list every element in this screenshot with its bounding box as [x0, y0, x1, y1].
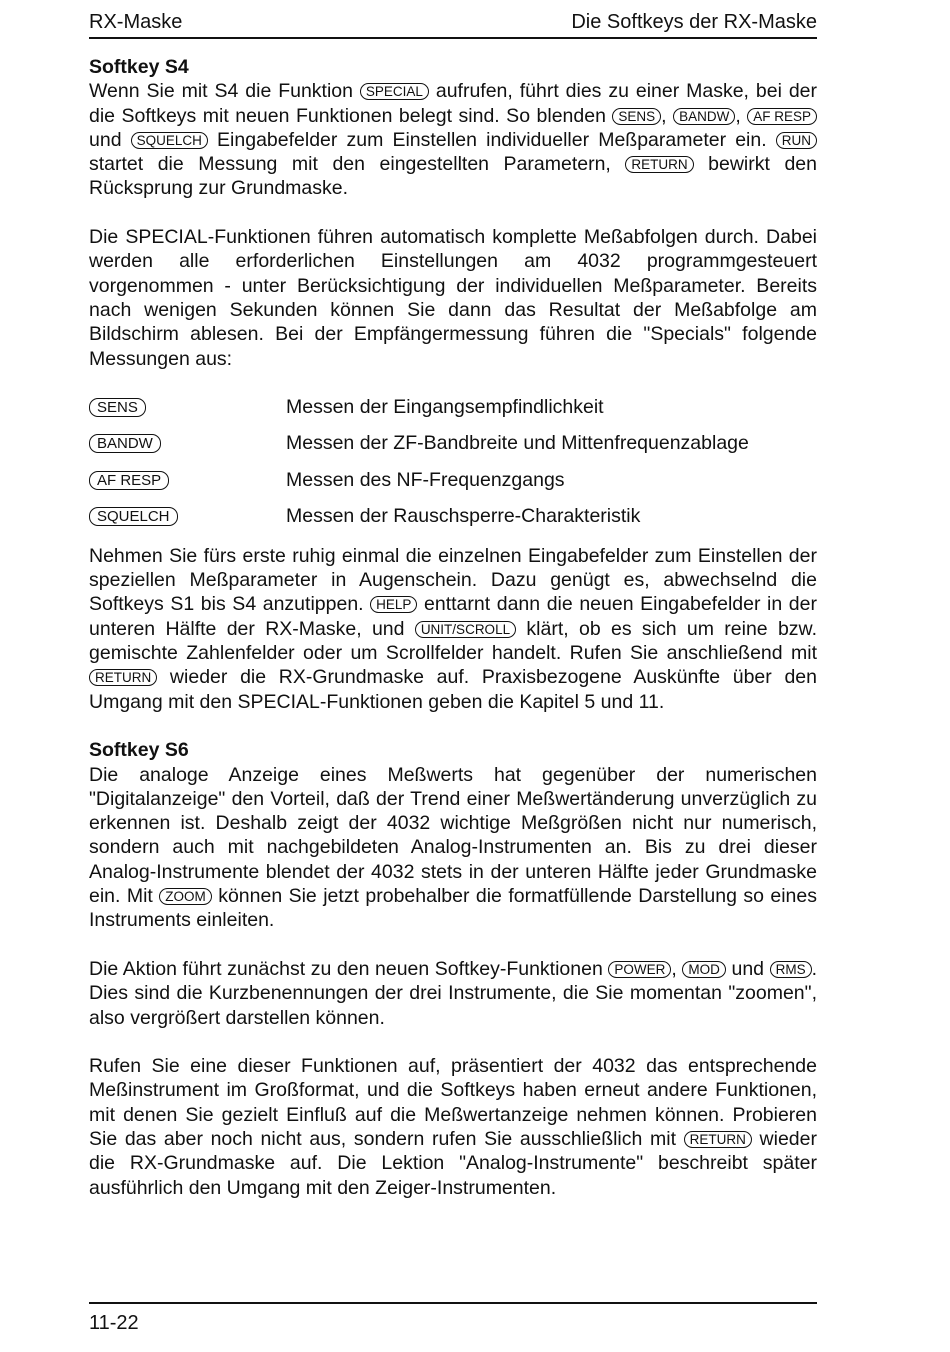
text: wieder die RX-Grundmaske auf. Praxisbezogene Auskünfte über den Umgang mit den SPECIAL-Funktionen geben die Kapitel 5 und 11.	[89, 666, 817, 713]
key-squelch: SQUELCH	[89, 507, 178, 526]
text: klärt, ob es sich um reine bzw. gemischte Zahlenfelder oder um Scrollfelder handelt. Rufen Sie anschließend mit	[89, 617, 817, 665]
list-item-description: Messen des NF-Frequenzgangs	[286, 468, 565, 491]
s4-paragraph-3	[89, 544, 817, 714]
key-af-resp: AF RESP	[89, 471, 169, 490]
key-af-resp: AF RESP	[747, 108, 817, 125]
text: Die Aktion führt zunächst zu den neuen Softkey-Funktionen	[89, 957, 609, 980]
key-help: HELP	[370, 596, 417, 613]
text: ,	[671, 957, 683, 980]
key-return: RETURN	[684, 1131, 752, 1148]
key-power: POWER	[608, 961, 671, 978]
key-bandw: BANDW	[89, 434, 161, 453]
key-squelch: SQUELCH	[131, 132, 208, 149]
key-bandw: BANDW	[673, 108, 735, 125]
heading-softkey-s6: Softkey S6	[89, 739, 189, 762]
text: . Dies sind die Kurzbenennungen der drei Instrumente, die Sie momentan "zoomen", also vergrößert darstellen können.	[89, 957, 818, 1029]
text: Eingabefelder zum Einstellen individueller Meßparameter ein.	[207, 128, 776, 151]
page-content	[89, 55, 817, 1200]
text: Rufen Sie eine dieser Funktionen auf, präsentiert der 4032 das entsprechende Meßinstrument im Großformat, und die Softkeys haben erneut andere Funktionen, mit denen Sie gezielt Einfluß auf die Meßwertanzeige nehmen können. Probieren Sie das aber noch nicht aus, sondern rufen Sie ausschließlich mit	[89, 1055, 817, 1150]
key-return: RETURN	[89, 669, 157, 686]
text: Die analoge Anzeige eines Meßwerts hat gegenüber der numerischen "Digitalanzeige" den Vorteil, daß der Trend einer Meßwertänderung unverzüglich zu erkennen ist. Deshalb zeigt der 4032 wichtige Meßgrößen nicht nur numerisch, sondern auch mit nachgebildeten Analog-Instrumenten an. Bis zu drei dieser Analog-Instrumente blendet der 4032 stets in der unteren Hälfte jeder Grundmaske ein. Mit	[89, 763, 817, 908]
header-section: Die Softkeys der RX-Maske	[571, 11, 817, 33]
text: ,	[661, 104, 674, 127]
list-item	[89, 504, 817, 541]
key-return: RETURN	[625, 156, 693, 173]
s6-paragraph-1	[89, 763, 817, 933]
text: enttarnt dann die neuen Eingabefelder in der unteren Hälfte der RX-Maske, und	[89, 593, 817, 640]
key-run: RUN	[776, 132, 817, 149]
page-number: 11-22	[89, 1312, 139, 1334]
list-item	[89, 468, 817, 505]
key-unit-scroll: UNIT/SCROLL	[415, 621, 516, 638]
list-item-description: Messen der Eingangsempfindlichkeit	[286, 395, 604, 418]
key-sens: SENS	[612, 108, 661, 125]
key-mod: MOD	[682, 961, 726, 978]
text: Wenn Sie mit S4 die Funktion	[89, 80, 360, 103]
text: Nehmen Sie fürs erste ruhig einmal die einzelnen Eingabefelder zum Einstellen der speziellen Meßparameter in Augenschein. Dazu genügt es, abwechselnd die Softkeys S1 bis S4 anzutippen.	[89, 544, 817, 616]
text: aufrufen, führt dies zu einer Maske, bei der die Softkeys mit neuen Funktionen belegt sind. So blenden	[89, 80, 818, 127]
s4-paragraph-1	[89, 79, 817, 200]
text: und	[89, 128, 131, 151]
list-item	[89, 431, 817, 468]
text: bewirkt den Rücksprung zur Grundmaske.	[89, 153, 817, 200]
list-item	[89, 395, 817, 432]
text: wieder die RX-Grundmaske auf. Die Lektion "Analog-Instrumente" beschreibt später ausführlich den Umgang mit den Zeiger-Instrumenten.	[89, 1127, 817, 1199]
header-chapter: RX-Maske	[89, 11, 183, 33]
text: startet die Messung mit den eingestellten Parametern,	[89, 153, 626, 176]
page-footer	[89, 1302, 817, 1336]
list-item-description: Messen der ZF-Bandbreite und Mittenfrequenzablage	[286, 432, 749, 455]
s4-paragraph-2: Die SPECIAL-Funktionen führen automatisch komplette Meßabfolgen durch. Dabei werden alle erforderlichen Einstellungen am 4032 programmgesteuert vorgenommen - unter Berücksichtigung der individuellen Meßparameter. Bereits nach wenigen Sekunden können Sie dann das Resultat der Meßabfolge am Bildschirm ablesen. Bei der Empfängermessung führen die "Specials" folgende Messungen aus:	[89, 226, 817, 370]
page-header	[89, 9, 817, 39]
key-zoom: ZOOM	[159, 888, 212, 905]
text: ,	[735, 104, 748, 127]
heading-softkey-s4: Softkey S4	[89, 56, 189, 78]
text: und	[725, 957, 770, 980]
specials-list	[89, 395, 817, 541]
key-rms: RMS	[770, 961, 812, 978]
key-special: SPECIAL	[360, 83, 429, 100]
key-sens: SENS	[89, 398, 146, 417]
list-item-description: Messen der Rauschsperre-Charakteristik	[286, 505, 641, 528]
s6-paragraph-3	[89, 1054, 817, 1200]
s6-paragraph-2	[89, 957, 817, 1030]
text: können Sie jetzt probehalber die formatfüllende Darstellung so eines Instruments einleiten.	[89, 885, 817, 932]
